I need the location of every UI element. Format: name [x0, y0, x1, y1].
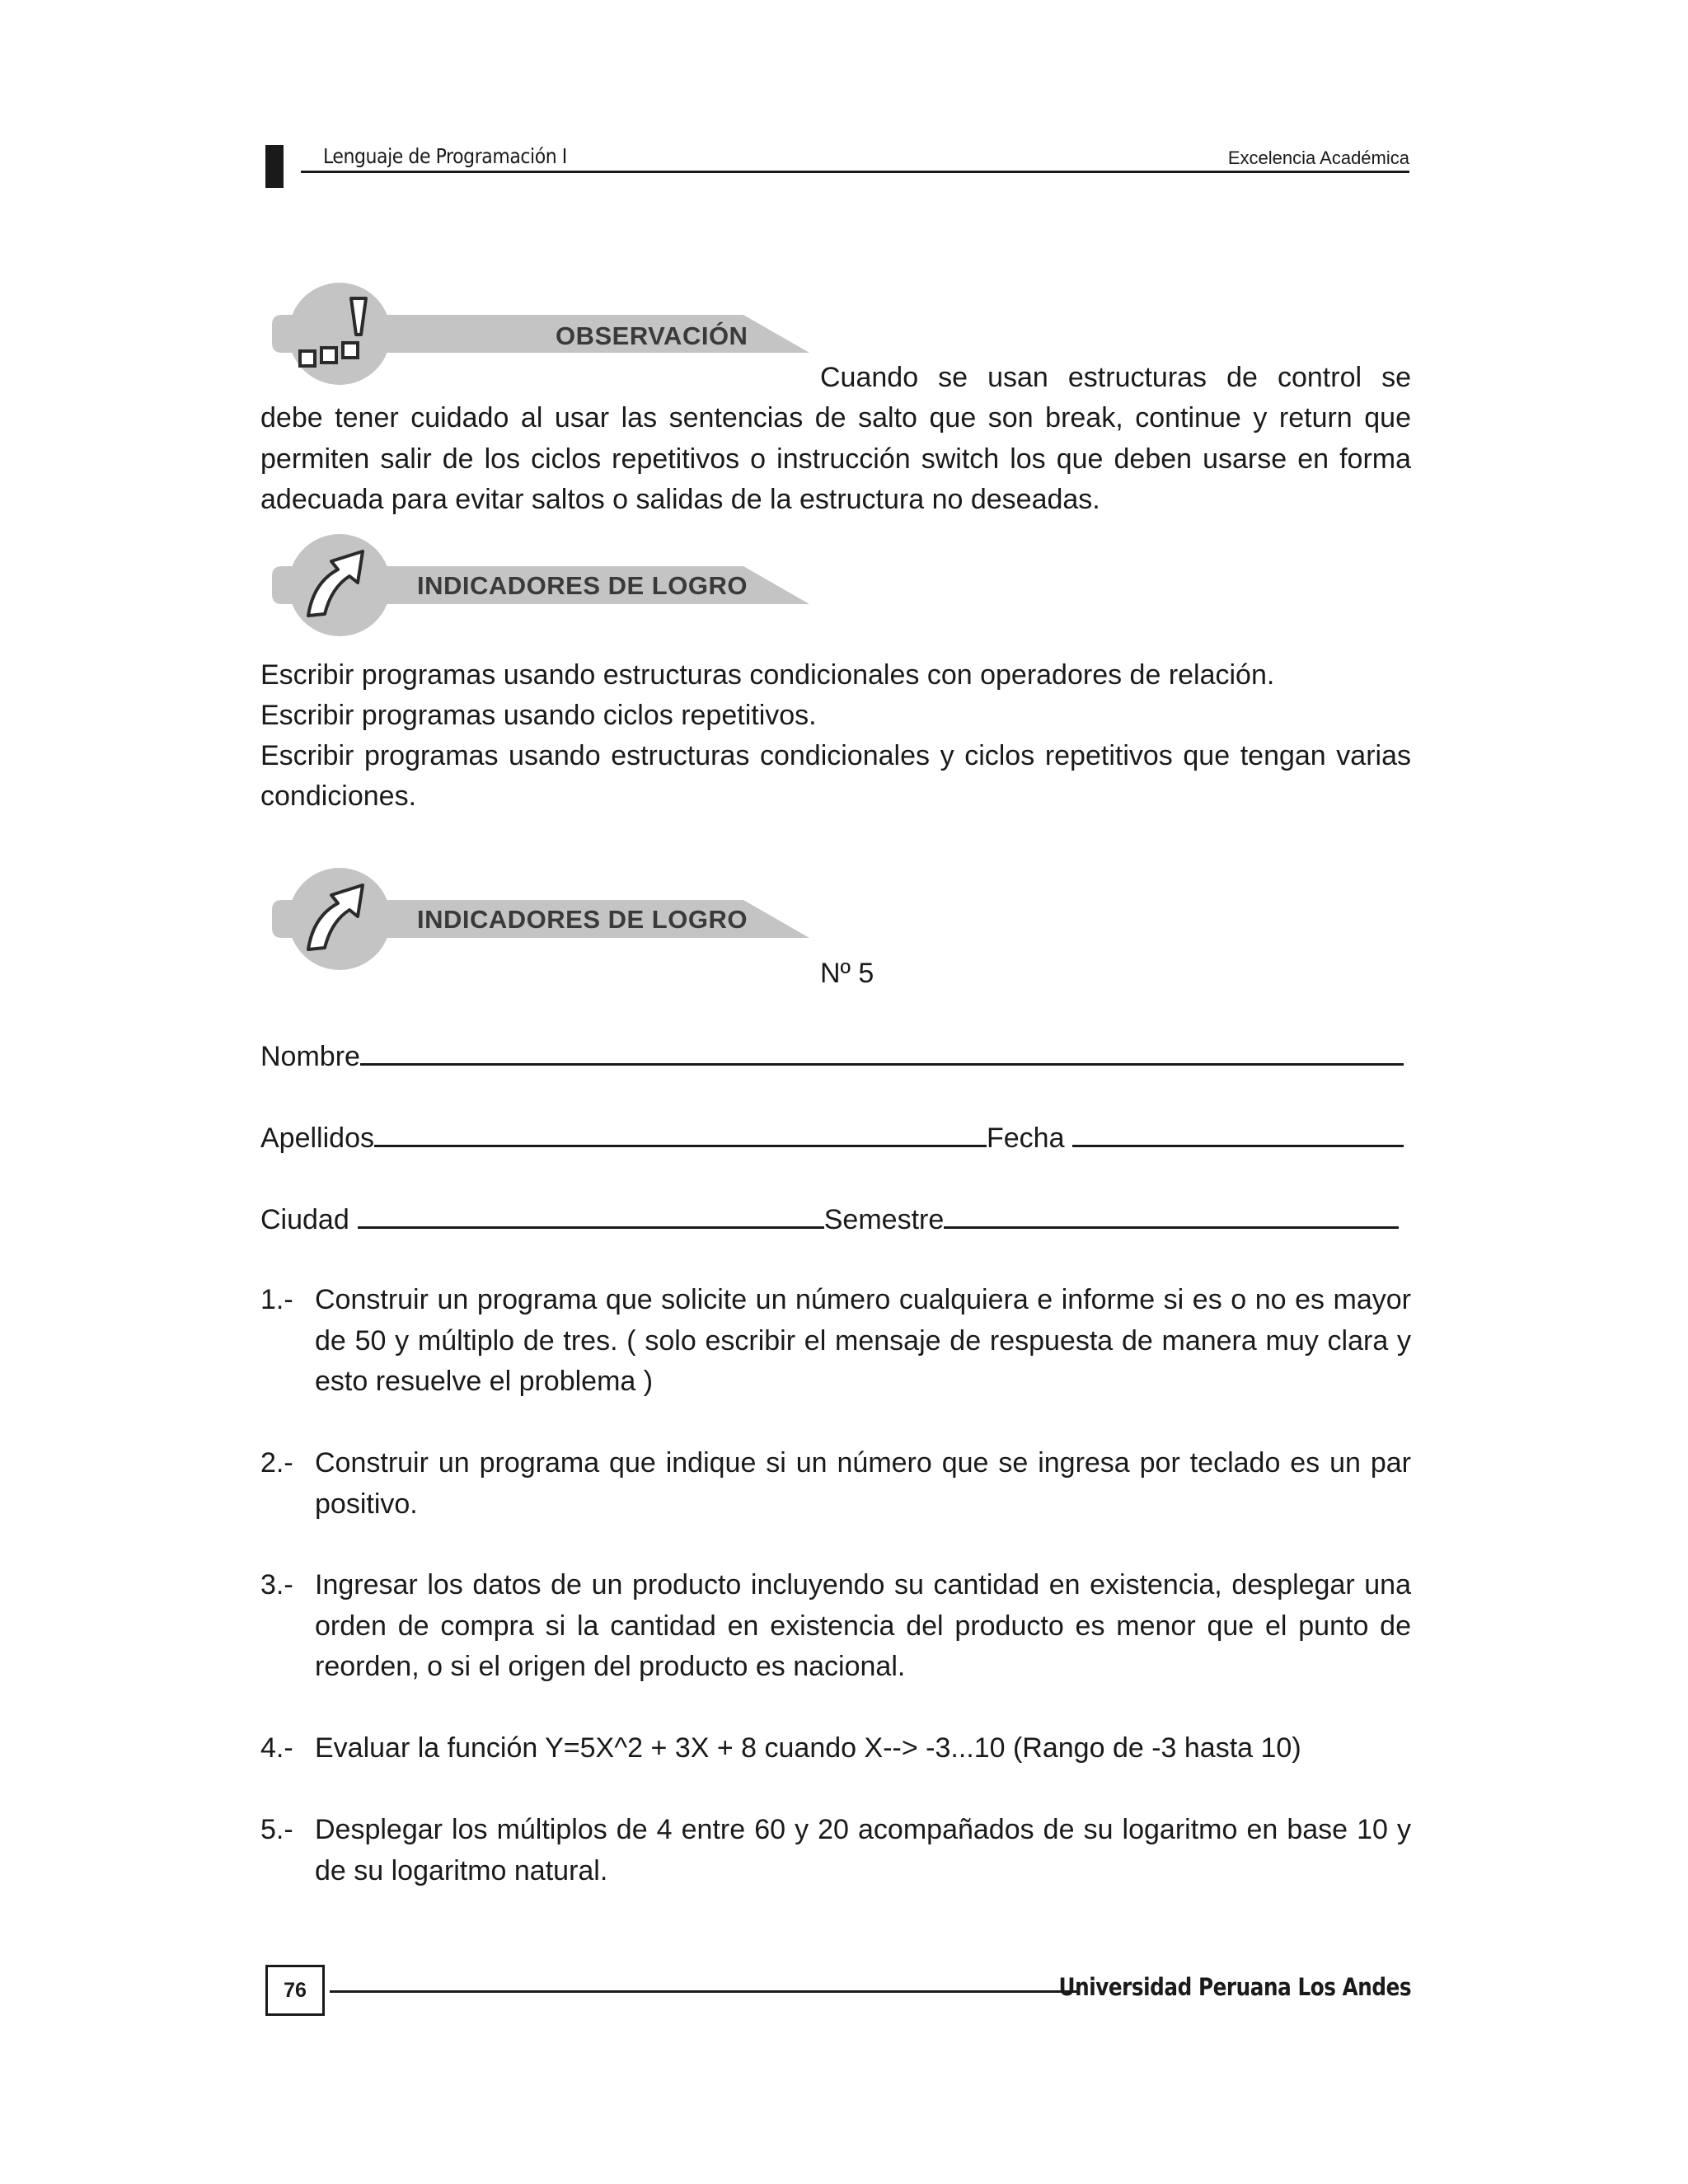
- observacion-line: adecuada para evitar saltos o salidas de la estructura no deseadas.: [260, 484, 1100, 515]
- header-rule: [301, 171, 1409, 173]
- fecha-label: Fecha: [986, 1122, 1065, 1154]
- header-marker: [265, 145, 284, 188]
- question-text: Construir un programa que solicite un número cualquiera e informe si es o no es mayor de 50 y múltiplo de tres. ( solo escribir el mensaje de respuesta de manera muy clara y esto resuelve el problema ): [315, 1284, 1411, 1397]
- header-tagline: Excelencia Académica: [1227, 148, 1409, 168]
- question-1: [260, 1280, 1411, 1404]
- question-2: [260, 1443, 1411, 1526]
- indicadores-banner: [265, 532, 809, 630]
- footer-rule: [330, 1990, 1078, 1993]
- form-row-apellidos: [260, 1117, 1404, 1155]
- question-text: Ingresar los datos de un producto incluyendo su cantidad en existencia, desplegar una orden de compra si la cantidad en existencia del producto es menor que el punto de reorden, o si el origen del producto es nacional.: [315, 1569, 1411, 1682]
- question-number: 5.-: [260, 1814, 293, 1845]
- apellidos-label: Apellidos: [260, 1122, 374, 1154]
- fecha-field[interactable]: [1072, 1117, 1404, 1147]
- question-5: [260, 1810, 1411, 1892]
- observacion-line: debe tener cuidado al usar las sentencias de salto que son break, continue y return que: [260, 402, 1411, 434]
- question-number: 2.-: [260, 1447, 293, 1479]
- indicadores-label: INDICADORES DE LOGRO: [417, 571, 748, 600]
- question-number: 4.-: [260, 1732, 293, 1764]
- question-number: 3.-: [260, 1569, 293, 1601]
- apellidos-field[interactable]: [374, 1117, 987, 1147]
- ciudad-label: Ciudad: [260, 1204, 349, 1235]
- semestre-field[interactable]: [944, 1198, 1399, 1229]
- ciudad-field[interactable]: [358, 1198, 824, 1229]
- question-text: Desplegar los múltiplos de 4 entre 60 y 20 acompañados de su logaritmo en base 10 y de su logaritmo natural.: [315, 1814, 1411, 1886]
- footer-university: Universidad Peruana Los Andes: [1058, 1973, 1411, 2001]
- observacion-line: permiten salir de los ciclos repetitivos o instrucción switch los que deben usarse en forma: [260, 443, 1411, 475]
- nombre-field[interactable]: [360, 1035, 1404, 1066]
- question-4: [260, 1728, 1411, 1769]
- question-number: 1.-: [260, 1284, 293, 1315]
- semestre-label: Semestre: [823, 1204, 945, 1235]
- indicador-item: Escribir programas usando estructuras condicionales y ciclos repetitivos que tengan varias: [260, 740, 1411, 771]
- indicadores-label-2: INDICADORES DE LOGRO: [417, 905, 748, 934]
- header-course-title: Lenguaje de Programación I: [323, 144, 567, 168]
- question-text: Evaluar la función Y=5X^2 + 3X + 8 cuando X--> -3...10 (Rango de -3 hasta 10): [315, 1732, 1301, 1764]
- observacion-banner: [265, 280, 809, 379]
- indicador-item: Escribir programas usando ciclos repetitivos.: [260, 700, 817, 731]
- observacion-label: OBSERVACIÓN: [556, 321, 748, 350]
- practice-number: Nº 5: [820, 958, 874, 989]
- form-row-nombre: [260, 1035, 1404, 1073]
- indicador-item: condiciones.: [260, 780, 417, 812]
- question-text: Construir un programa que indique si un número que se ingresa por teclado es un par positivo.: [315, 1447, 1411, 1520]
- form-row-ciudad: [260, 1198, 1399, 1236]
- indicadores-banner-2: [265, 865, 809, 964]
- observacion-first-line: Cuando se usan estructuras de control se: [820, 362, 1411, 393]
- page-number: 76: [284, 1979, 307, 2002]
- indicador-item: Escribir programas usando estructuras condicionales con operadores de relación.: [260, 659, 1275, 691]
- page-number-box: [265, 1965, 325, 2016]
- nombre-label: Nombre: [260, 1041, 360, 1072]
- question-3: [260, 1565, 1411, 1689]
